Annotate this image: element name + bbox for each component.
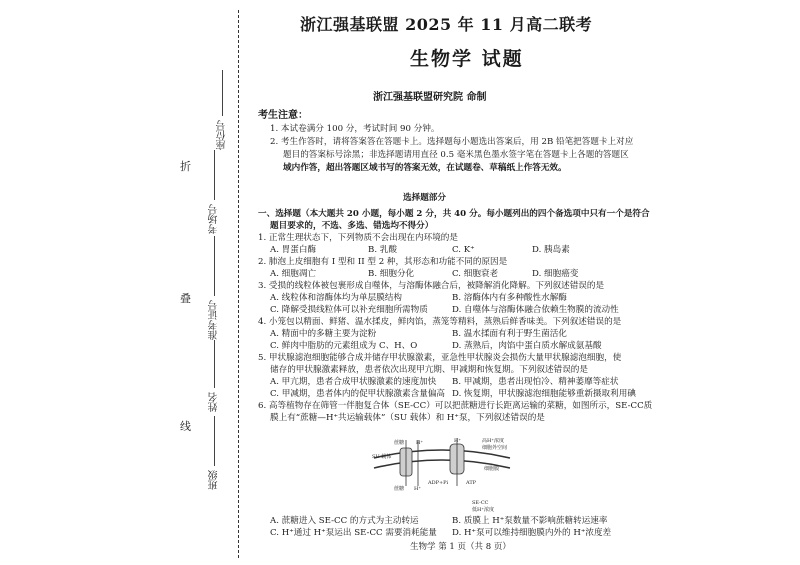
q5-option-d: D. 恢复期，甲状腺滤泡细胞能够重新摄取利用碘 [452,389,636,399]
q6-option-c: C. H⁺通过 H⁺泵运出 SE-CC 需要消耗能量 [270,528,437,538]
notice-item-4: 域内作答，超出答题区域书写的答案无效，在试题卷、草稿纸上作答无效。 [283,163,567,173]
q1-option-a: A. 胃蛋白酶 [270,245,317,255]
q3-option-a: A. 线粒体和溶酶体均为单层膜结构 [270,293,402,303]
q2-option-b: B. 细胞分化 [368,269,415,279]
q1-option-b: B. 乳酸 [368,245,397,255]
extracellular-label: 细胞外空间 [482,445,508,451]
proton-pump-top-label: H⁺ [454,438,461,444]
question-4-stem: 4. 小笼包以精面、鲜猪、温水揉皮，鲜肉馅，蒸笼等精料，蒸熟后鲜香味美。下列叙述错误的是 [258,317,622,327]
sucrose-bottom-label: 蔗糖 [394,486,405,492]
q2-option-c: C. 细胞衰老 [452,269,499,279]
atp-label: ATP [466,480,477,486]
section-instruction-1: 一、选择题（本大题共 20 小题，每小题 2 分，共 40 分。每小题列出的四个备选项中只有一个是符合 [258,209,650,219]
seat-number-blank[interactable] [222,70,223,116]
name-blank[interactable] [214,340,215,388]
fold-char-2: 叠 [180,292,191,305]
se-cc-transport-diagram [372,438,512,514]
exam-room-label: 考场号 [209,204,220,234]
paper-author: 浙江强基联盟研究院 命制 [373,92,487,103]
admission-ticket-label: 准考证号 [209,300,220,340]
q5-option-a: A. 甲亢期，患者合成甲状腺激素的速度加快 [270,377,437,387]
question-6-stem: 6. 高等植物存在筛管一伴胞复合体（SE-CC）可以把蔗糖进行长距离运输的菜糖，如图所示，SE-CC质 [258,401,653,411]
adp-pi-label: ADP+Pi [428,480,449,486]
q2-option-d: D. 细胞癌变 [532,269,579,279]
name-label: 姓名 [209,392,220,412]
q1-option-c: C. K⁺ [452,245,475,255]
high-proton-label: 高H⁺浓度 [482,438,504,444]
q5-option-c: C. 甲减期，患者体内的促甲状腺激素含量偏高 [270,389,446,399]
se-cc-label: SE-CC [472,500,489,506]
su-carrier-label: SU 载体 [372,454,392,460]
q4-option-b: B. 温水揉面有利于野生菌活化 [452,329,567,339]
q3-option-d: D. 自噬体与溶酶体融合依赖生物膜的流动性 [452,305,619,315]
membrane-outer-arc [374,450,510,458]
q3-option-c: C. 降解受损线粒体可以补充细胞所需物质 [270,305,428,315]
section-label: 选择题部分 [403,193,446,203]
exam-title: 浙江强基联盟 2025 年 11 月高二联考 [300,15,593,34]
sucrose-top-label: 蔗糖 [394,440,405,446]
q6-option-a: A. 蔗糖进入 SE-CC 的方式为主动转运 [270,516,419,526]
q5-option-b: B. 甲减期，患者出现怕冷、精神萎靡等症状 [452,377,619,387]
membrane-label: 细胞膜 [484,466,500,472]
admission-ticket-blank[interactable] [214,236,215,296]
q3-option-b: B. 溶酶体内有多种酸性水解酶 [452,293,567,303]
seat-number-label: 座位号 [217,120,228,150]
binding-line [238,10,239,558]
question-3-stem: 3. 受损的线粒体被包裹形成自噬体，与溶酶体融合后，被降解消化降解。下列叙述错误的是 [258,281,605,291]
fold-char-1: 折 [180,160,191,173]
exam-room-blank[interactable] [214,150,215,200]
paper-subtitle: 生物学 试题 [410,48,524,70]
section-instruction-2: 题目要求的，不选、多选、错选均不得分） [270,221,434,231]
class-blank[interactable] [214,416,215,466]
q4-option-a: A. 精面中的多糖主要为淀粉 [270,329,377,339]
question-5-stem: 5. 甲状腺滤泡细胞能够合成并储存甲状腺激素，亚急性甲状腺炎会损伤大量甲状腺滤泡细胞，使 [258,353,622,363]
notice-item-3: 题目的答案标号涂黑；非选择题请用直径 0.5 毫米黑色墨水签字笔在答题卡上各题的答题区 [283,150,629,160]
question-1-stem: 1. 正常生理状态下，下列物质不会出现在内环境的是 [258,233,458,243]
notice-item-1: 1. 本试卷满分 100 分，考试时间 90 分钟。 [270,124,440,134]
q6-option-d: D. H⁺泵可以维持细胞膜内外的 H⁺浓度差 [452,528,612,538]
q4-option-c: C. 鲜肉中脂肪的元素组成为 C、H、O [270,341,418,351]
question-5-stem-cont: 储存的甲状腺激素释放，患者依次出现甲亢期、甲减期和恢复期。下列叙述错误的是 [270,365,588,375]
question-2-stem: 2. 肺泡上皮细胞有 I 型和 II 型 2 种，其形态和功能不同的原因是 [258,257,508,267]
q4-option-d: D. 蒸熟后，肉馅中蛋白质水解成氨基酸 [452,341,602,351]
notice-item-2: 2. 考生作答时，请将答案答在答题卡上。选择题每小题选出答案后，用 2B 铅笔把答题卡上对应 [270,137,634,147]
q6-option-b: B. 质膜上 H⁺泵数量不影响蔗糖转运速率 [452,516,608,526]
proton-bottom-label: H⁺ [414,486,421,492]
notice-heading: 考生注意： [258,110,308,121]
question-6-stem-cont: 膜上有“蔗糖—H⁺共运输载体”（SU 载体）和 H⁺泵，下列叙述错误的是 [270,413,545,423]
q1-option-d: D. 胰岛素 [532,245,570,255]
q2-option-a: A. 细胞凋亡 [270,269,317,279]
page-footer: 生物学 第 1 页（共 8 页） [410,542,511,552]
proton-top-label: H⁺ [416,440,423,446]
class-label: 班级 [209,470,220,490]
low-proton-label: 低H⁺浓度 [472,507,494,513]
fold-char-3: 线 [180,420,191,433]
